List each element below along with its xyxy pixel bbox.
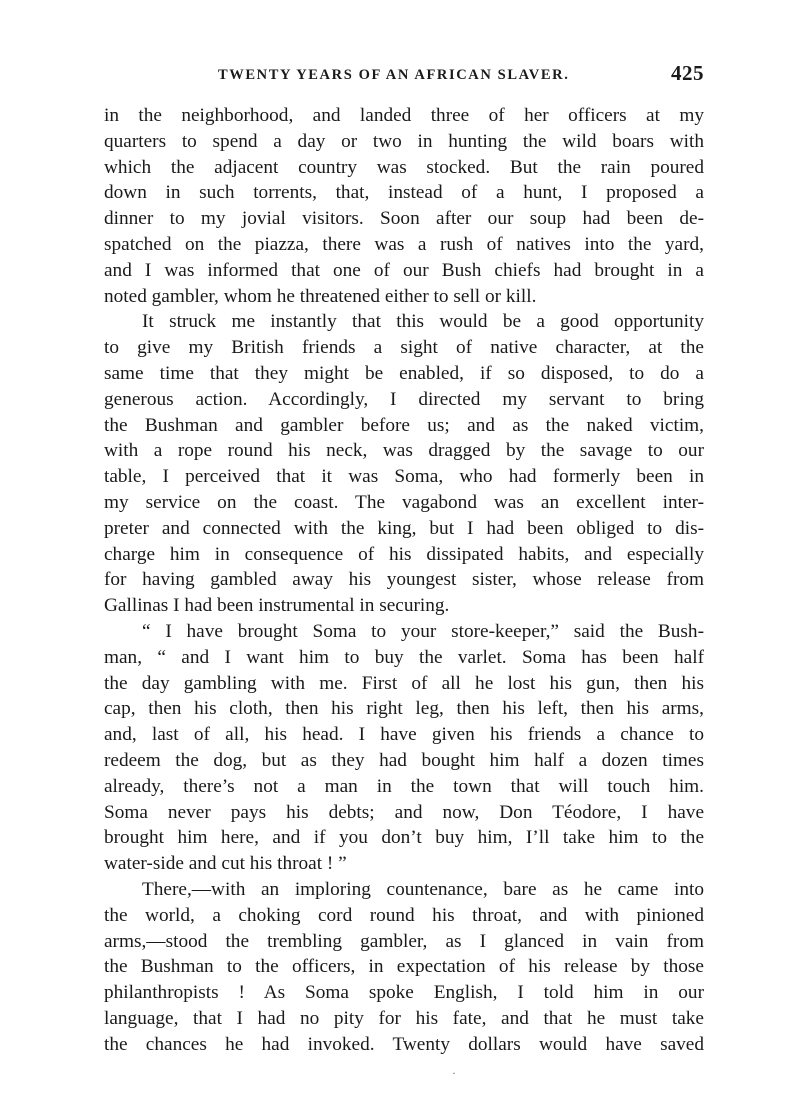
- text-line: Soma never pays his debts; and now, Don Téodore, I have: [104, 801, 704, 823]
- text-line: “ I have brought Soma to your store-keeper,” said the Bush-: [142, 620, 704, 642]
- text-line: generous action. Accordingly, I directed my servant to bring: [104, 388, 704, 410]
- text-line: quarters to spend a day or two in hunting the wild boars with: [104, 130, 704, 152]
- text-line: spatched on the piazza, there was a rush of natives into the yard,: [104, 233, 704, 255]
- text-line: table, I perceived that it was Soma, who had formerly been in: [104, 466, 704, 488]
- text-line: the Bushman and gambler before us; and as the naked victim,: [104, 414, 704, 436]
- text-line: for having gambled away his youngest sister, whose release from: [104, 569, 704, 591]
- text-line: philanthropists ! As Soma spoke English, I told him in our: [104, 982, 704, 1004]
- text-line: which the adjacent country was stocked. But the rain poured: [104, 156, 704, 178]
- running-title: TWENTY YEARS OF AN AFRICAN SLAVER.: [218, 67, 570, 83]
- text-line: to give my British friends a sight of native character, at the: [104, 337, 704, 359]
- text-line: and, last of all, his head. I have given his friends a chance to: [104, 724, 704, 746]
- text-line: with a rope round his neck, was dragged by the savage to our: [104, 440, 704, 462]
- text-line: and I was informed that one of our Bush chiefs had brought in a: [104, 259, 704, 281]
- page-number: 425: [671, 61, 704, 85]
- text-line: language, that I had no pity for his fate, and that he must take: [104, 1007, 704, 1029]
- text-line: man, “ and I want him to buy the varlet. Soma has been half: [104, 646, 704, 668]
- text-line: noted gambler, whom he threatened either to sell or kill.: [104, 285, 537, 307]
- text-line: the chances he had invoked. Twenty dollars would have saved: [104, 1033, 704, 1055]
- text-line: dinner to my jovial visitors. Soon after our soup had been de-: [104, 208, 704, 230]
- text-line: It struck me instantly that this would be a good opportunity: [142, 311, 704, 333]
- text-line: down in such torrents, that, instead of a hunt, I proposed a: [104, 182, 704, 204]
- text-line: water-side and cut his throat ! ”: [104, 853, 347, 875]
- text-line: preter and connected with the king, but I had been obliged to dis-: [104, 517, 704, 539]
- text-line: redeem the dog, but as they had bought him half a dozen times: [104, 749, 704, 771]
- text-line: in the neighborhood, and landed three of her officers at my: [104, 105, 704, 126]
- footer-dot: ·: [452, 1066, 456, 1080]
- text-line: the day gambling with me. First of all he lost his gun, then his: [104, 672, 704, 694]
- text-line: my service on the coast. The vagabond was an excellent inter-: [104, 491, 704, 513]
- text-line: Gallinas I had been instrumental in securing.: [104, 595, 450, 617]
- body-text: [104, 103, 704, 1057]
- text-line: the world, a choking cord round his throat, and with pinioned: [104, 904, 704, 926]
- text-line: the Bushman to the officers, in expectation of his release by those: [104, 956, 704, 978]
- page-header: [104, 58, 704, 88]
- text-line: cap, then his cloth, then his right leg, then his left, then his arms,: [104, 698, 704, 720]
- text-line: brought him here, and if you don’t buy him, I’ll take him to the: [104, 827, 704, 849]
- text-line: arms,—stood the trembling gambler, as I glanced in vain from: [104, 930, 704, 952]
- text-line: same time that they might be enabled, if so disposed, to do a: [104, 362, 704, 384]
- text-line: charge him in consequence of his dissipated habits, and especially: [104, 543, 704, 565]
- text-line: already, there’s not a man in the town that will touch him.: [104, 775, 704, 797]
- text-line: There,—with an imploring countenance, bare as he came into: [142, 878, 704, 900]
